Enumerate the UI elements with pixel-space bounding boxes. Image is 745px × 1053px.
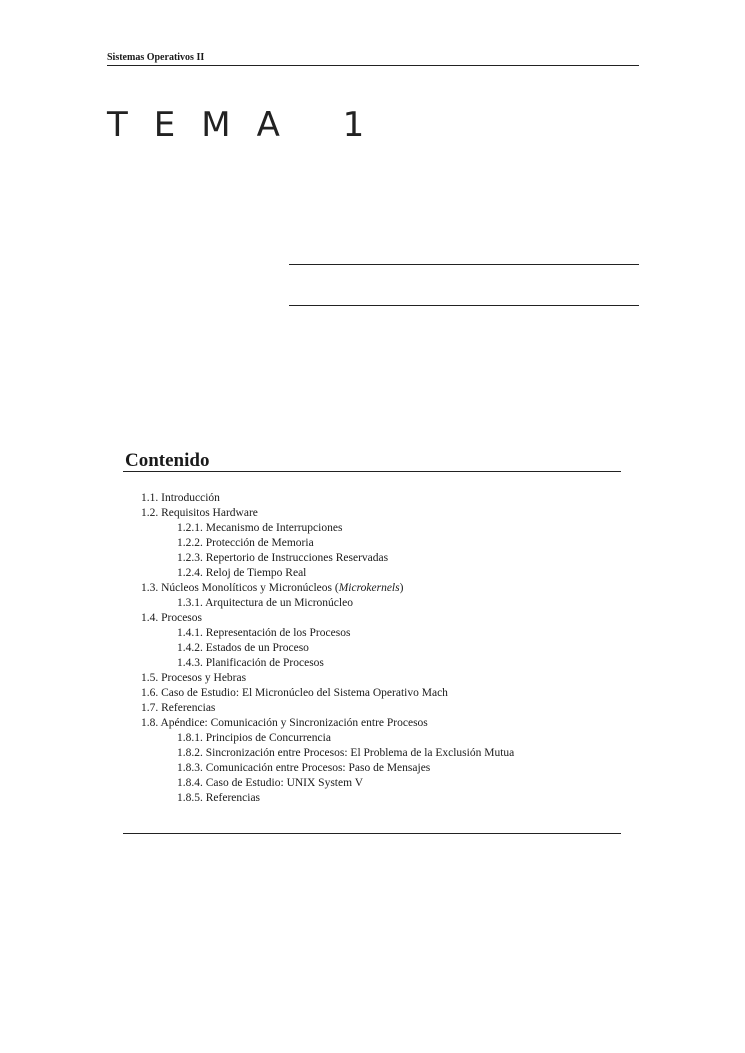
toc-entry xyxy=(0,731,514,746)
toc-entry-text: 1.4.3. Planificación de Procesos xyxy=(177,657,324,669)
chapter-title: TEMA 1 xyxy=(107,105,391,145)
toc-entry xyxy=(0,611,514,626)
toc-entry xyxy=(0,581,514,596)
title-rule-lower xyxy=(289,305,639,306)
toc-entry xyxy=(0,626,514,641)
toc-entry-text: 1.7. Referencias xyxy=(141,702,216,714)
toc-entry-text: 1.2.3. Repertorio de Instrucciones Reservadas xyxy=(177,552,389,564)
toc-entry xyxy=(0,686,514,701)
contents-bottom-rule xyxy=(123,833,621,834)
toc-entry-text: 1.8.5. Referencias xyxy=(177,792,261,804)
table-of-contents xyxy=(0,491,514,806)
toc-entry-text: 1.3.1. Arquitectura de un Micronúcleo xyxy=(177,597,353,609)
toc-entry-text: 1.8.1. Principios de Concurrencia xyxy=(177,732,331,744)
toc-entry xyxy=(0,641,514,656)
toc-entry-text: 1.5. Procesos y Hebras xyxy=(141,672,247,684)
toc-entry-text: 1.3. Núcleos Monolíticos y Micronúcleos ( xyxy=(141,582,339,594)
toc-entry xyxy=(0,566,514,581)
toc-entry xyxy=(0,596,514,611)
toc-entry xyxy=(0,551,514,566)
toc-entry xyxy=(0,761,514,776)
toc-entry-text: 1.1. Introducción xyxy=(141,492,220,504)
contents-heading: Contenido xyxy=(125,450,210,471)
toc-entry-text: 1.4. Procesos xyxy=(141,612,203,624)
running-title: Sistemas Operativos II xyxy=(107,52,205,63)
toc-entry-text: 1.8. Apéndice: Comunicación y Sincronización entre Procesos xyxy=(141,717,428,729)
toc-entry-text: 1.4.2. Estados de un Proceso xyxy=(177,642,309,654)
toc-entry-text: 1.8.3. Comunicación entre Procesos: Paso de Mensajes xyxy=(177,762,431,774)
toc-entry xyxy=(0,656,514,671)
contents-section-header xyxy=(123,449,621,472)
toc-entry-italic-term: Microkernels xyxy=(338,582,400,594)
toc-entry-text: 1.6. Caso de Estudio: El Micronúcleo del Sistema Operativo Mach xyxy=(141,687,448,699)
toc-entry xyxy=(0,506,514,521)
toc-entry xyxy=(0,776,514,791)
toc-entry-text: 1.2.2. Protección de Memoria xyxy=(177,537,314,549)
toc-entry xyxy=(0,791,514,806)
toc-entry-text-suffix: ) xyxy=(399,582,404,594)
toc-entry xyxy=(0,746,514,761)
toc-entry xyxy=(0,536,514,551)
toc-entry xyxy=(0,521,514,536)
toc-entry-text: 1.4.1. Representación de los Procesos xyxy=(177,627,351,639)
running-header xyxy=(107,52,639,66)
toc-entry-text: 1.2.4. Reloj de Tiempo Real xyxy=(177,567,307,579)
toc-entry xyxy=(0,491,514,506)
toc-entry xyxy=(0,701,514,716)
toc-entry-text: 1.8.2. Sincronización entre Procesos: El Problema de la Exclusión Mutua xyxy=(177,747,515,759)
toc-entry-text: 1.2.1. Mecanismo de Interrupciones xyxy=(177,522,343,534)
toc-entry-text: 1.2. Requisitos Hardware xyxy=(141,507,258,519)
toc-entry-text: 1.8.4. Caso de Estudio: UNIX System V xyxy=(177,777,364,789)
title-rule-upper xyxy=(289,264,639,265)
toc-entry xyxy=(0,671,514,686)
toc-entry xyxy=(0,716,514,731)
